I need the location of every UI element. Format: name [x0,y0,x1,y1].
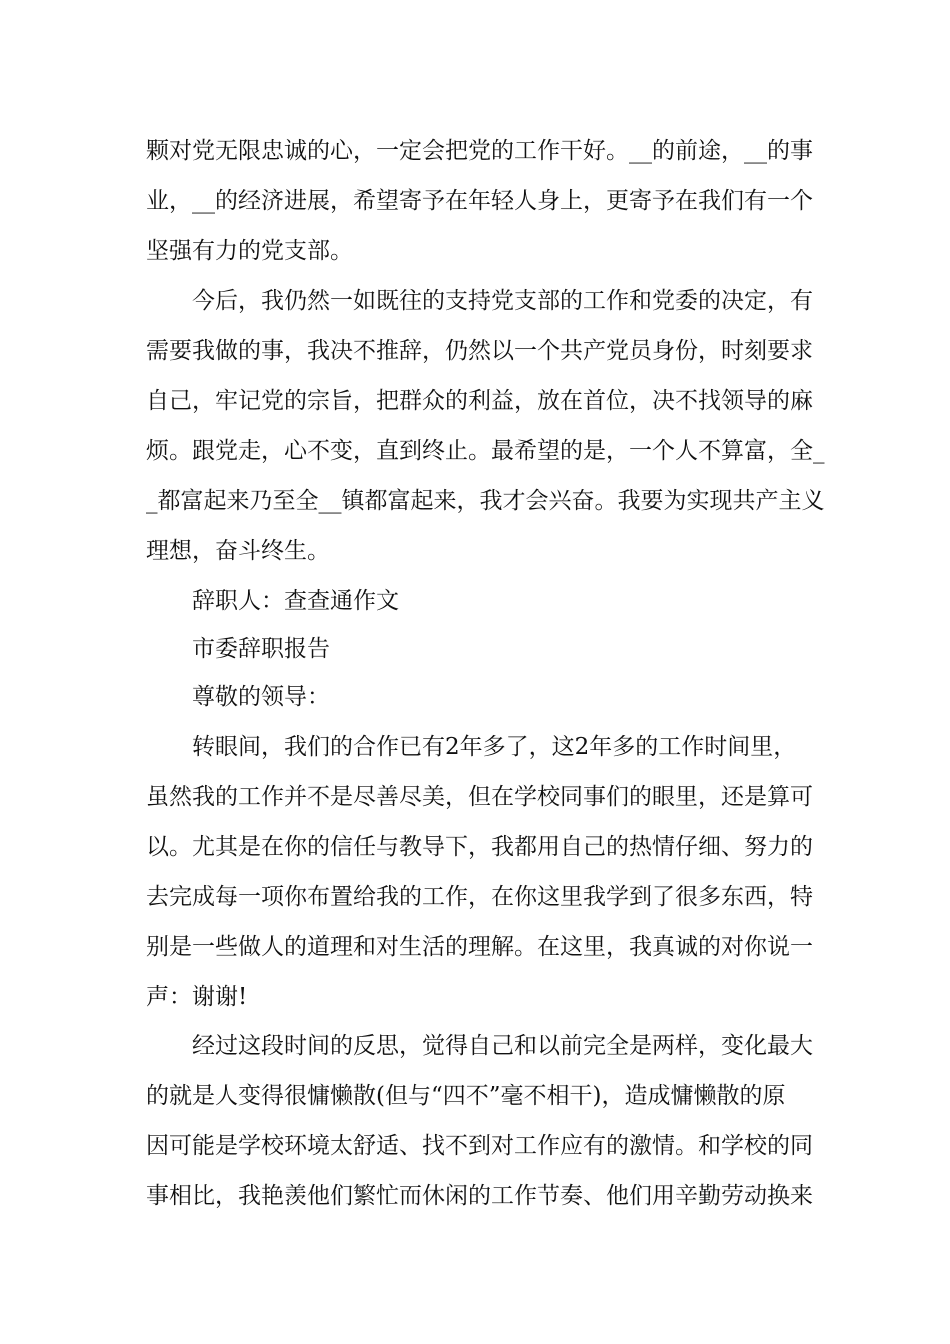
text-line: 因可能是学校环境太舒适、找不到对工作应有的激情。和学校的同 [146,1133,813,1159]
text-line: 颗对党无限忠诚的心，一定会把党的工作干好。__的前途，__的事 [146,138,813,164]
text-line: 转眼间，我们的合作已有2年多了，这2年多的工作时间里， [192,734,797,760]
text-line: 今后，我仍然一如既往的支持党支部的工作和党委的决定，有 [192,288,813,314]
text-line: 尊敬的领导： [192,684,330,710]
text-line: 自己，牢记党的宗旨，把群众的利益，放在首位，决不找领导的麻 [146,388,813,414]
text-line: 理想，奋斗终生。 [146,538,330,564]
text-line: 需要我做的事，我决不推辞，仍然以一个共产党员身份，时刻要求 [146,338,813,364]
text-line: 去完成每一项你布置给我的工作，在你这里我学到了很多东西，特 [146,884,813,910]
text-line: 坚强有力的党支部。 [146,238,353,264]
text-line: 烦。跟党走，心不变，直到终止。最希望的是，一个人不算富，全_ [146,438,825,464]
text-line: 市委辞职报告 [192,636,330,662]
text-line: 业，__的经济进展，希望寄予在年轻人身上，更寄予在我们有一个 [146,188,813,214]
text-line: 以。尤其是在你的信任与教导下，我都用自己的热情仔细、努力的 [146,834,813,860]
text-line: 事相比，我艳羡他们繁忙而休闲的工作节奏、他们用辛勤劳动换来 [146,1183,813,1209]
text-line: _都富起来乃至全__镇都富起来，我才会兴奋。我要为实现共产主义 [146,488,825,514]
text-line: 经过这段时间的反思，觉得自己和以前完全是两样，变化最大 [192,1033,813,1059]
text-line: 别是一些做人的道理和对生活的理解。在这里，我真诚的对你说一 [146,934,813,960]
text-line: 虽然我的工作并不是尽善尽美，但在学校同事们的眼里，还是算可 [146,784,813,810]
text-line: 声：谢谢! [146,984,248,1010]
text-line: 辞职人：查查通作文 [192,588,399,614]
text-line: 的就是人变得很慵懒散(但与“四不”毫不相干)，造成慵懒散的原 [146,1083,786,1109]
